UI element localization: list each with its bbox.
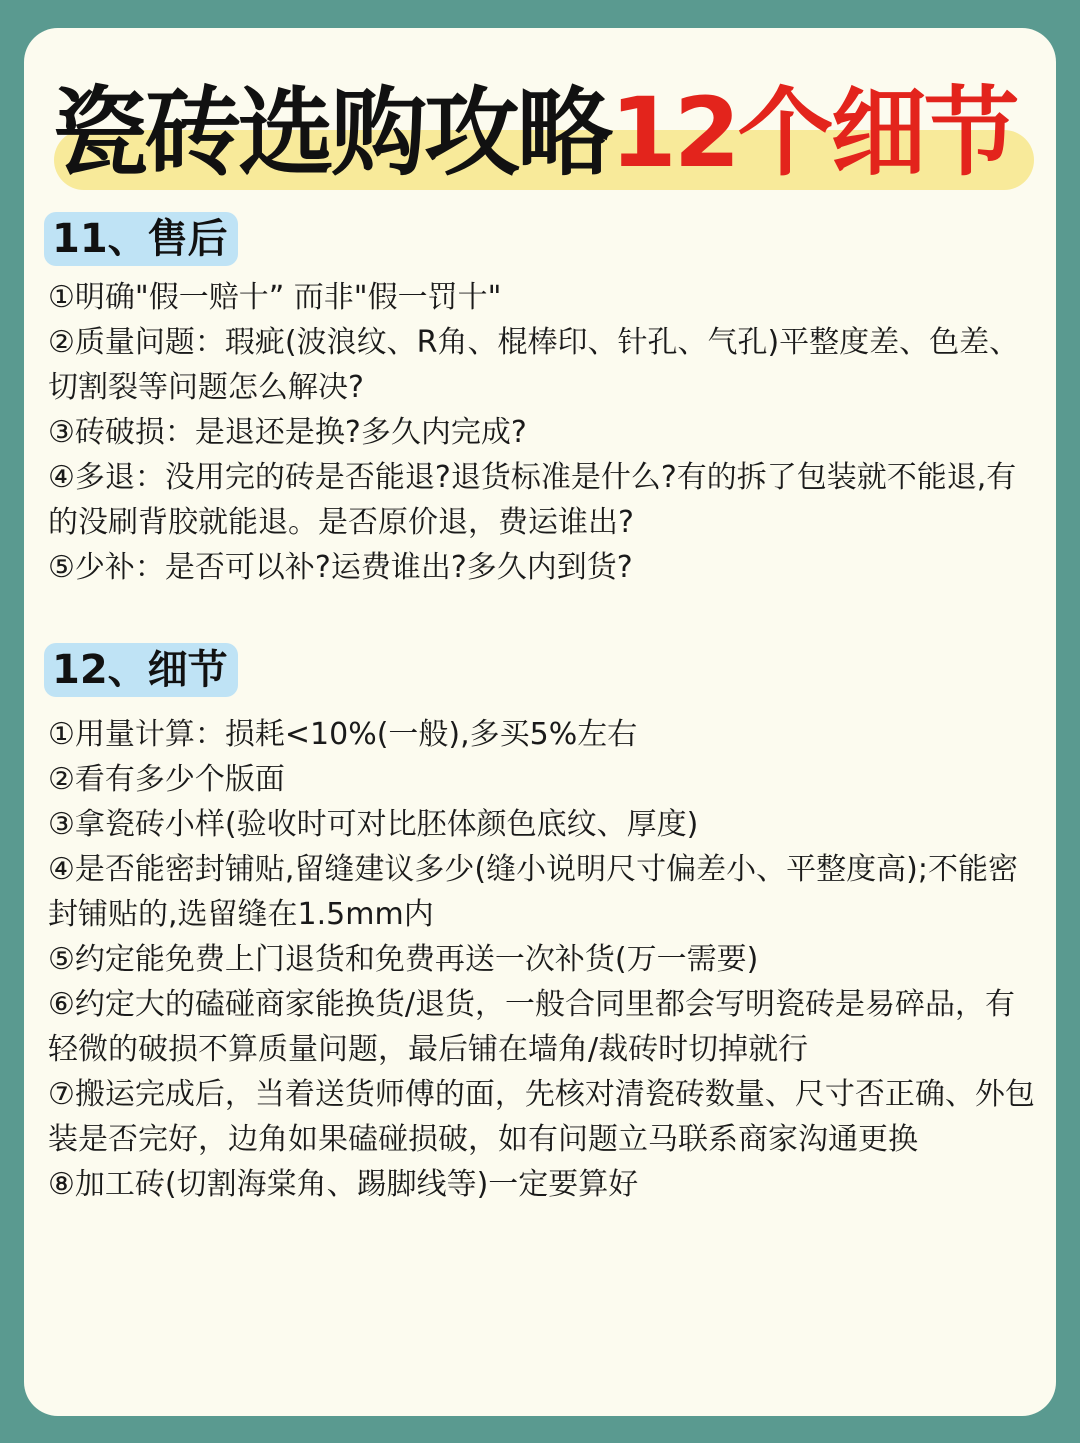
content-card [24, 28, 1056, 1416]
list-item: ⑥约定大的磕碰商家能换货/退货，一般合同里都会写明瓷砖是易碎品，有轻微的破损不算质量问题，最后铺在墙角/裁砖时切掉就行 [48, 987, 1016, 1067]
section-body-details [48, 712, 1038, 1207]
list-item: ④是否能密封铺贴,留缝建议多少(缝小说明尺寸偏差小、平整度高);不能密封铺贴的,选留缝在1.5mm内 [48, 852, 1018, 932]
list-item: ②质量问题：瑕疵(波浪纹、R角、棍棒印、针孔、气孔)平整度差、色差、切割裂等问题怎么解决? [48, 325, 1020, 405]
title-area [44, 58, 1044, 208]
list-item: ⑧加工砖(切割海棠角、踢脚线等)一定要算好 [48, 1167, 639, 1202]
list-item: ⑤约定能免费上门退货和免费再送一次补货(万一需要) [48, 942, 759, 977]
page-title [52, 58, 1017, 208]
title-accent-text: 12个细节 [610, 77, 1017, 189]
section-body-after-sales [48, 275, 1038, 590]
section-heading-after-sales: 11、售后 [44, 212, 238, 266]
list-item: ③砖破损：是退还是换?多久内完成? [48, 415, 527, 450]
list-item: ④多退：没用完的砖是否能退?退货标准是什么?有的拆了包装就不能退,有的没刷背胶就能退。是否原价退，费运谁出? [48, 460, 1017, 540]
section-heading-details: 12、细节 [44, 643, 238, 697]
list-item: ③拿瓷砖小样(验收时可对比胚体颜色底纹、厚度) [48, 807, 699, 842]
list-item: ①明确"假一赔十” 而非"假一罚十" [48, 280, 502, 315]
title-main-text: 瓷砖选购攻略 [52, 77, 610, 189]
list-item: ⑤少补：是否可以补?运费谁出?多久内到货? [48, 550, 633, 585]
list-item: ①用量计算：损耗<10%(一般),多买5%左右 [48, 717, 638, 752]
list-item: ⑦搬运完成后，当着送货师傅的面，先核对清瓷砖数量、尺寸否正确、外包装是否完好，边角如果磕碰损破，如有问题立马联系商家沟通更换 [48, 1077, 1035, 1157]
list-item: ②看有多少个版面 [48, 762, 285, 797]
